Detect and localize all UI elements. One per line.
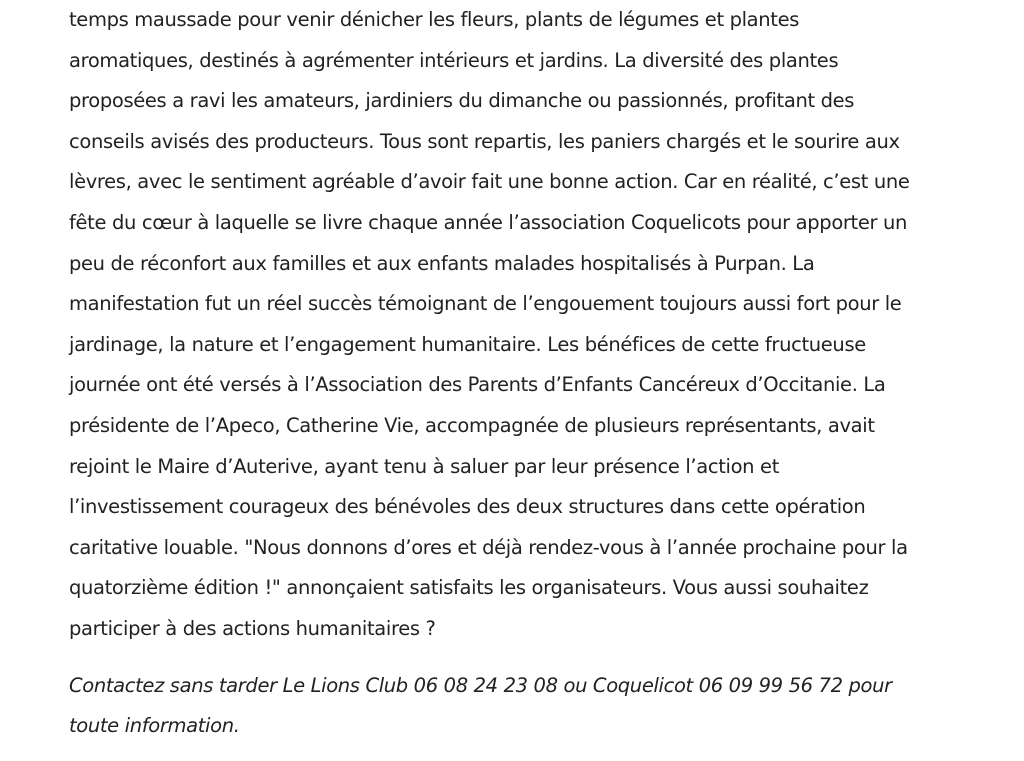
contact-line: Contactez sans tarder Le Lions Club 06 08 24 23 08 ou Coquelicot 06 09 99 56 72 pour xyxy=(69,673,892,697)
paragraph-line: peu de réconfort aux familles et aux enfants malades hospitalisés à Purpan. La xyxy=(69,251,815,275)
paragraph-line: journée ont été versés à l’Association des Parents d’Enfants Cancéreux d’Occitanie. La xyxy=(69,373,886,397)
contact-line: toute information. xyxy=(69,714,240,738)
paragraph-line: proposées a ravi les amateurs, jardiniers du dimanche ou passionnés, profitant des xyxy=(69,89,855,113)
paragraph-line: aromatiques, destinés à agrémenter intérieurs et jardins. La diversité des plantes xyxy=(69,48,839,72)
paragraph-line: présidente de l’Apeco, Catherine Vie, accompagnée de plusieurs représentants, avait xyxy=(69,413,875,437)
article-paragraph xyxy=(69,0,969,650)
paragraph-line: quatorzième édition !" annonçaient satisfaits les organisateurs. Vous aussi souhaitez xyxy=(69,576,869,600)
paragraph-line: jardinage, la nature et l’engagement humanitaire. Les bénéfices de cette fructueuse xyxy=(69,332,866,356)
paragraph-line: participer à des actions humanitaires ? xyxy=(69,616,436,640)
contact-paragraph xyxy=(69,666,969,747)
paragraph-line: conseils avisés des producteurs. Tous sont repartis, les paniers chargés et le sourire aux xyxy=(69,129,900,153)
paragraph-line: l’investissement courageux des bénévoles des deux structures dans cette opération xyxy=(69,495,866,519)
paragraph-line: temps maussade pour venir dénicher les fleurs, plants de légumes et plantes xyxy=(69,8,800,31)
paragraph-line: caritative louable. "Nous donnons d’ores et déjà rendez-vous à l’année prochaine pour la xyxy=(69,535,908,559)
paragraph-line: lèvres, avec le sentiment agréable d’avoir fait une bonne action. Car en réalité, c’est une xyxy=(69,170,910,194)
paragraph-line: rejoint le Maire d’Auterive, ayant tenu à saluer par leur présence l’action et xyxy=(69,454,779,478)
article-body xyxy=(69,0,969,747)
paragraph-line: fête du cœur à laquelle se livre chaque année l’association Coquelicots pour apporter un xyxy=(69,210,908,234)
paragraph-line: manifestation fut un réel succès témoignant de l’engouement toujours aussi fort pour le xyxy=(69,292,902,316)
